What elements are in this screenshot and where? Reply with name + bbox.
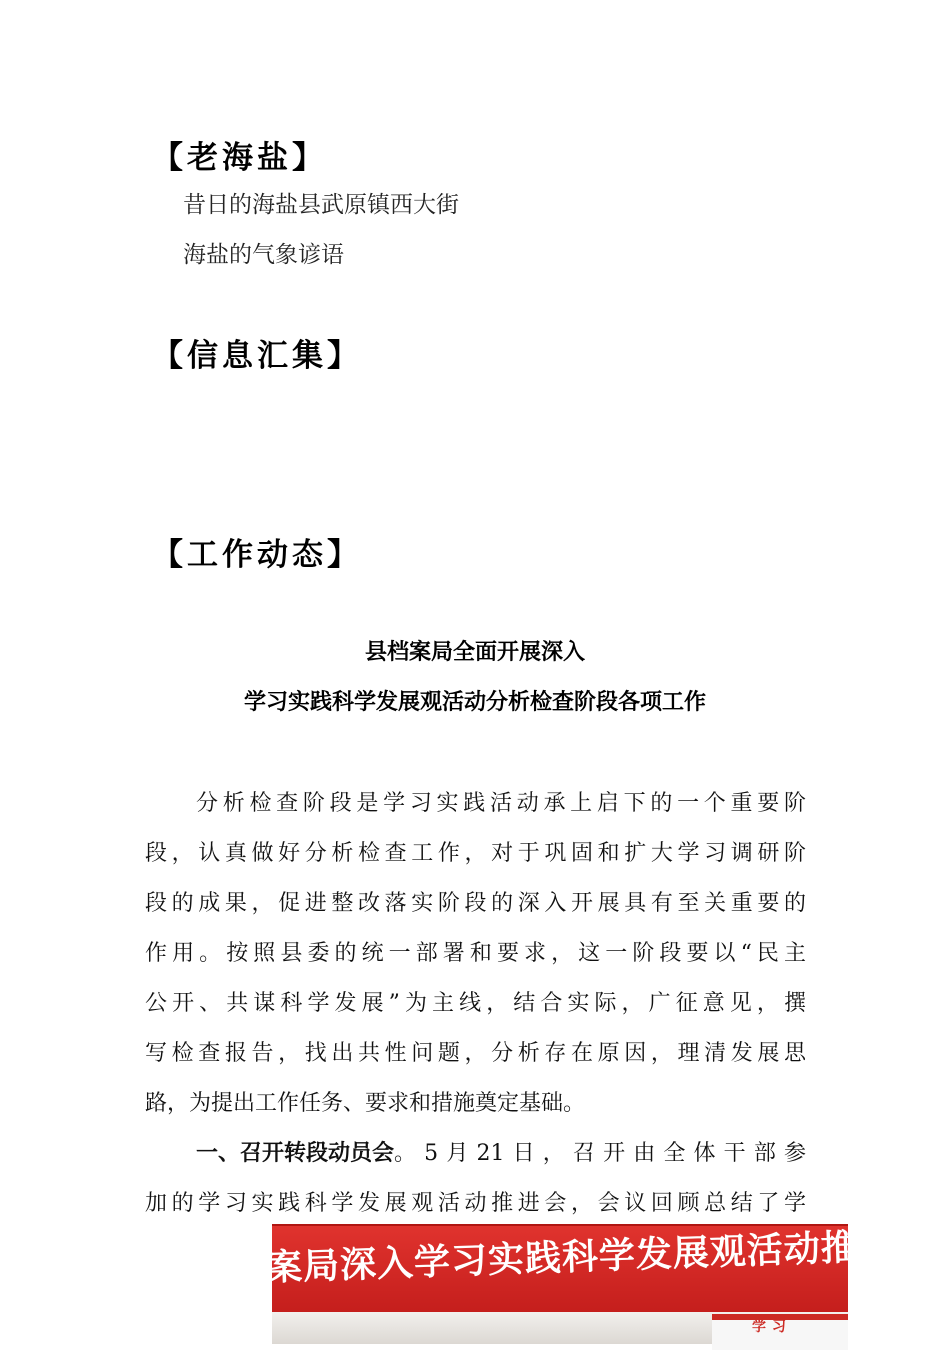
item1-first-line: [196, 1136, 806, 1167]
meeting-photo: [265, 1224, 933, 1344]
article-line: 分析检查阶段是学习实践活动承上启下的一个重要阶: [196, 791, 806, 816]
article-title-line1: 县档案局全面开展深入: [364, 640, 585, 665]
item1-second-line: 加的学习实践科学发展观活动推进会，会议回顾总结了学: [145, 1191, 806, 1216]
article-line: 写检查报告，找出共性问题，分析存在原因，理清发展思: [145, 1041, 806, 1066]
article-line: 作用。按照县委的统一部署和要求，这一阶段要以“民主: [145, 941, 806, 966]
toc-item-west-street: 昔日的海盐县武原镇西大街: [183, 192, 459, 218]
toc-item-weather-proverbs: 海盐的气象谚语: [183, 242, 344, 268]
article-line: 公开、共谋科学发展”为主线，结合实际，广征意见，撰: [145, 991, 806, 1016]
section-heading-old-haiyan: 【老海盐】: [152, 140, 327, 176]
item1-rest: 。5月21日，召开由全体干部参: [394, 1141, 806, 1166]
sign-board: [712, 1314, 848, 1350]
sign-text: 学习: [752, 1319, 792, 1335]
banner-text: 案局深入学习实践科学发展观活动推进会: [265, 1224, 933, 1289]
article-line: 路，为提出工作任务、要求和措施奠定基础。: [145, 1091, 586, 1116]
article-line: 段的成果，促进整改落实阶段的深入开展具有至关重要的: [145, 891, 806, 916]
red-banner: [265, 1224, 933, 1314]
section-heading-work-news: 【工作动态】: [152, 537, 362, 573]
article-title-line2: 学习实践科学发展观活动分析检查阶段各项工作: [243, 690, 706, 715]
section-heading-info-collection: 【信息汇集】: [152, 338, 362, 374]
item1-lead: 一、召开转段动员会: [196, 1140, 395, 1166]
article-line: 段，认真做好分析检查工作，对于巩固和扩大学习调研阶: [145, 841, 806, 866]
